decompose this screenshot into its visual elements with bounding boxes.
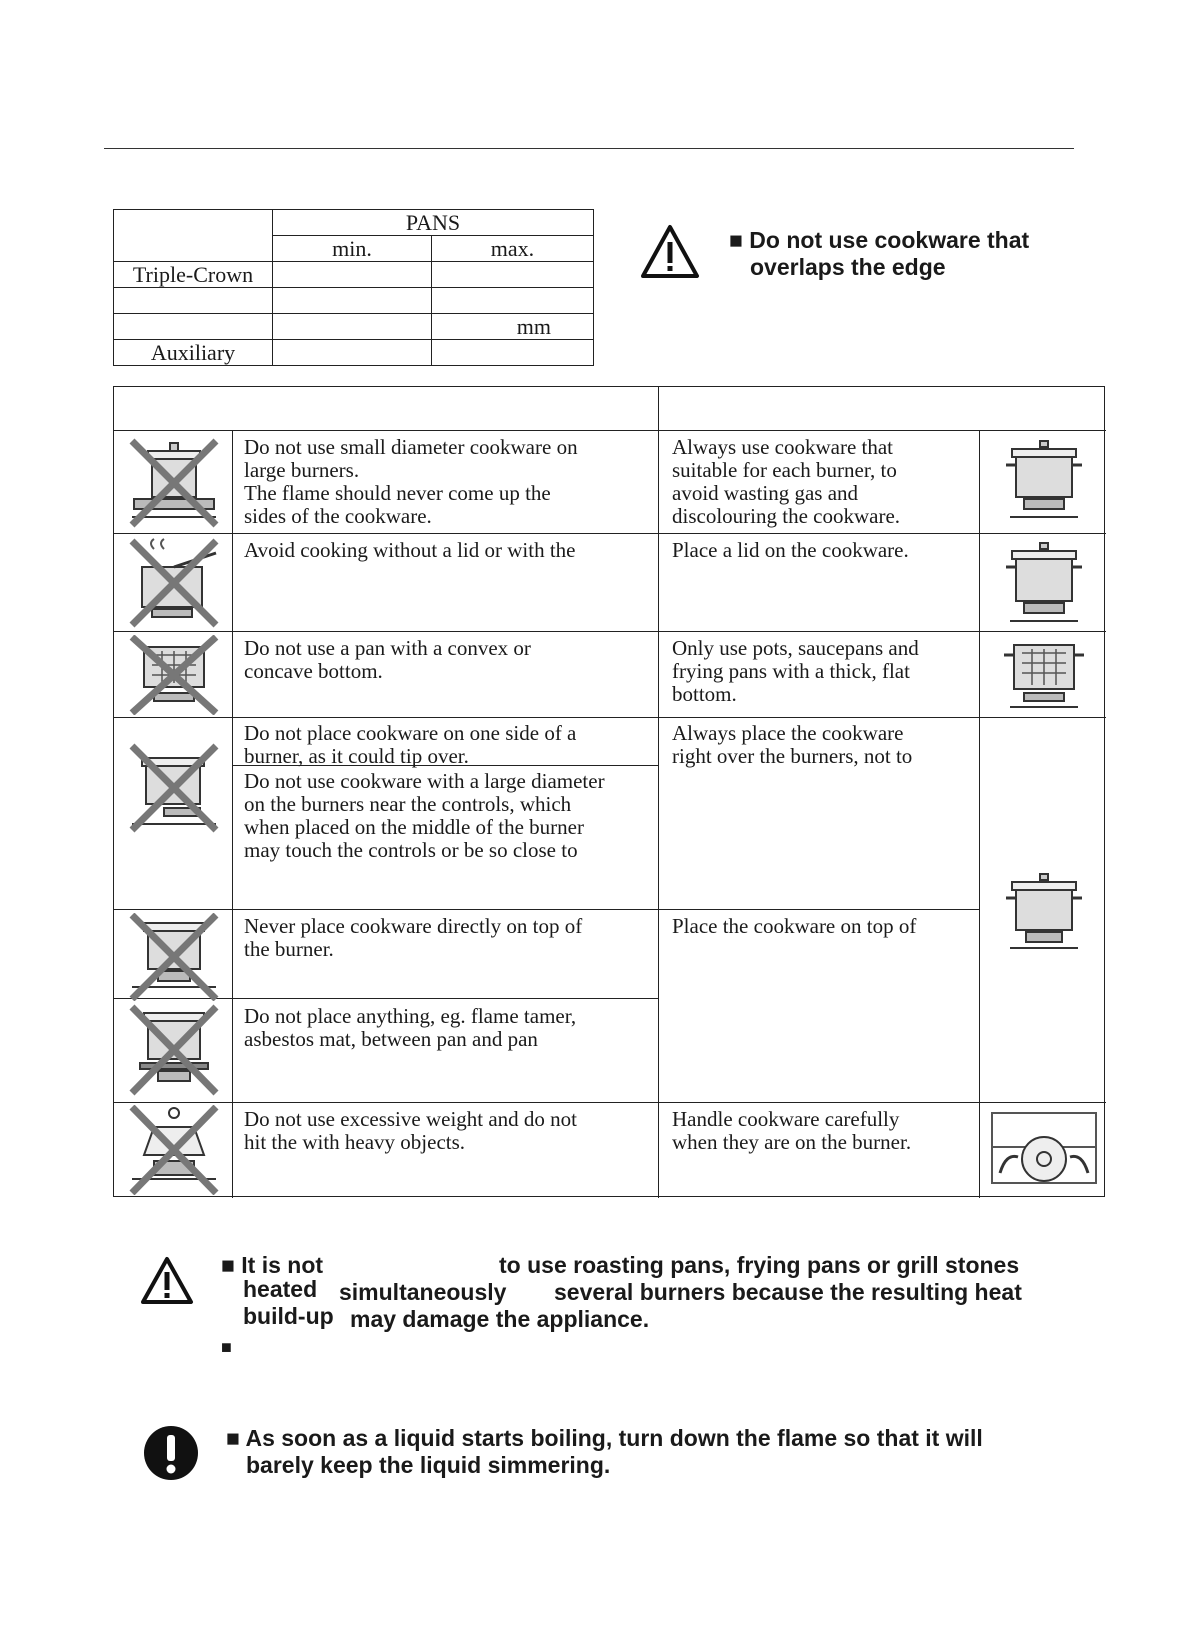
bullet: ■ xyxy=(221,1252,235,1278)
boil-note xyxy=(226,1425,983,1479)
burner-name xyxy=(114,288,273,314)
dont-text: Never place cookware directly on top of the burner. xyxy=(244,914,583,961)
edge-warning-line2: overlaps the edge xyxy=(750,254,946,280)
warning-triangle-icon xyxy=(140,1256,194,1306)
dont-text: Do not use excessive weight and do not hit the with heavy objects. xyxy=(244,1107,578,1154)
pot-small-on-large-burner-crossed-icon xyxy=(124,437,224,529)
dont-text: Avoid cooking without a lid or with the xyxy=(244,538,576,562)
dont-text: Do not place anything, eg. flame tamer, asbestos mat, between pan and pan xyxy=(244,1004,577,1051)
burner-name xyxy=(114,314,273,340)
do-text: Place a lid on the cookware. xyxy=(672,538,909,562)
do-text: Place the cookware on top of xyxy=(672,914,917,938)
pot-without-lid-crossed-icon xyxy=(124,537,224,629)
pot-on-burner-crossed-icon xyxy=(124,913,224,1001)
dont-text: Do not use small diameter cookware on large burners. The flame should never come up the sides of the cookware. xyxy=(244,435,578,528)
pans-max-header: max. xyxy=(432,236,594,262)
pan-min xyxy=(273,314,432,340)
edge-warning-line1: Do not use cookware that xyxy=(749,227,1030,253)
edge-warning xyxy=(729,227,1029,281)
pot-off-center-crossed-icon xyxy=(124,742,224,834)
pot-convex-bottom-crossed-icon xyxy=(124,635,224,715)
bullet: ■ xyxy=(729,227,743,253)
boil-note-line2: barely keep the liquid simmering. xyxy=(246,1452,611,1478)
do-text: Always place the cookware right over the burners, not to xyxy=(672,721,913,768)
notice-l2a: heated xyxy=(243,1276,318,1302)
do-text: Only use pots, saucepans and frying pans with a thick, flat bottom. xyxy=(672,636,919,706)
do-text: Handle cookware carefully when they are on the burner. xyxy=(672,1107,912,1154)
pan-max: mm xyxy=(432,314,594,340)
pan-max xyxy=(432,288,594,314)
table-row xyxy=(114,340,594,366)
pans-table xyxy=(113,209,594,366)
notice-l2c: several burners because the resulting heat xyxy=(554,1279,1022,1305)
heavy-weight-crossed-icon xyxy=(124,1105,224,1195)
notice-l3b: may damage the appliance. xyxy=(350,1306,650,1332)
pot-with-flame-tamer-crossed-icon xyxy=(124,1003,224,1097)
pan-max xyxy=(432,340,594,366)
boil-note-line1: As soon as a liquid starts boiling, turn down the flame so that it will xyxy=(245,1425,983,1451)
table-row xyxy=(114,288,594,314)
do-text: Always use cookware that suitable for each burner, to avoid wasting gas and discolouring the cookware. xyxy=(672,435,901,528)
exclamation-icon xyxy=(143,1425,199,1481)
dont-text: Do not place cookware on one side of a burner, as it could tip over. xyxy=(244,721,577,768)
bullet: ■ xyxy=(221,1337,232,1357)
table-row xyxy=(114,314,594,340)
cookware-guide-table xyxy=(113,386,1105,1197)
pan-min xyxy=(273,288,432,314)
pot-centered-icon xyxy=(994,872,1090,958)
notice-l2b: simultaneously xyxy=(339,1279,507,1305)
top-rule xyxy=(104,148,1074,149)
notice-l3a: build-up xyxy=(243,1303,334,1329)
bullet: ■ xyxy=(226,1425,240,1451)
table-row xyxy=(114,262,594,288)
hands-holding-pan-icon xyxy=(986,1107,1102,1193)
pans-min-header: min. xyxy=(273,236,432,262)
pans-header: PANS xyxy=(273,210,594,236)
dont-text: Do not use a pan with a convex or concave bottom. xyxy=(244,636,531,683)
pot-correct-size-icon xyxy=(994,437,1090,525)
pot-with-lid-icon xyxy=(994,537,1090,629)
notice-l1b: to use roasting pans, frying pans or grill stones xyxy=(499,1252,1020,1278)
pans-corner-cell xyxy=(114,210,273,262)
roasting-pan-notice xyxy=(221,1252,1101,1342)
dont-text: Do not use cookware with a large diameter on the burners near the controls, which when placed on the middle of the burner may touch the controls or be so close to xyxy=(244,769,605,862)
notice-l1a: It is not xyxy=(241,1252,324,1278)
pan-min xyxy=(273,340,432,366)
warning-triangle-icon xyxy=(640,224,700,280)
pot-flat-bottom-icon xyxy=(994,635,1090,715)
pan-max xyxy=(432,262,594,288)
burner-name: Auxiliary xyxy=(114,340,273,366)
burner-name: Triple-Crown xyxy=(114,262,273,288)
pan-min xyxy=(273,262,432,288)
